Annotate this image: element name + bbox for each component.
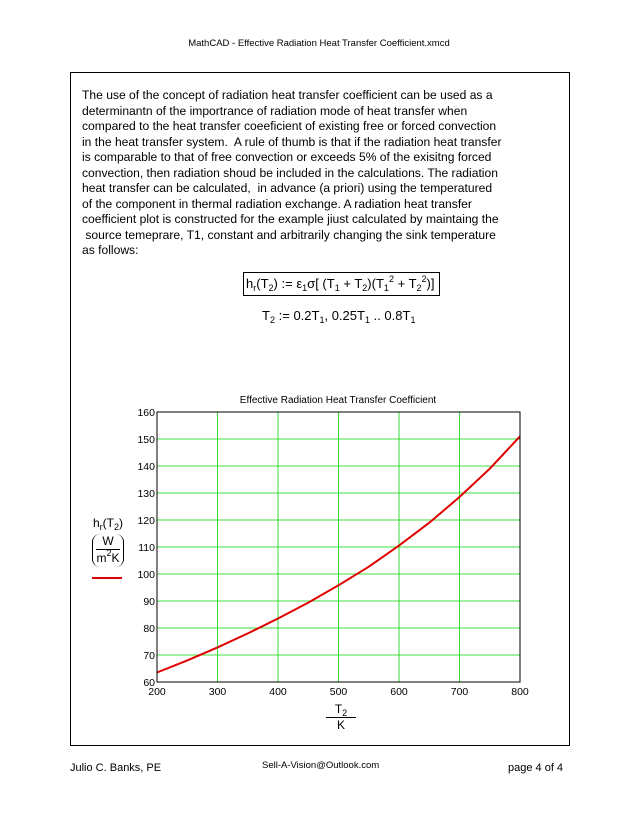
eq-arg-sub: 2	[268, 283, 274, 293]
x-label-t-sub: 2	[342, 708, 348, 718]
range-t: T	[262, 308, 270, 323]
eq-t1b: T	[375, 276, 384, 291]
footer-author: Julio C. Banks, PE	[70, 762, 162, 774]
y-tick-label: 130	[137, 488, 155, 500]
x-axis-label	[326, 702, 356, 733]
y-tick-label: 120	[137, 515, 155, 527]
eq-t1a-sub: 1	[334, 283, 340, 293]
y-unit-m: m	[96, 551, 107, 565]
y-tick-label: 100	[137, 569, 155, 581]
x-tick-label: 400	[269, 686, 287, 698]
eq-epsilon-sub: 1	[302, 283, 308, 293]
eq-t2b: T	[408, 276, 417, 291]
y-label-t: T	[106, 516, 114, 530]
y-unit-numerator: W	[96, 534, 119, 550]
eq-t1a: T	[326, 276, 335, 291]
footer-page-number: page 4 of 4	[508, 762, 564, 774]
eq-h: h	[246, 276, 254, 291]
chart-title: Effective Radiation Heat Transfer Coefficient	[239, 395, 437, 406]
legend-line-sample	[92, 577, 122, 579]
y-label-h: h	[92, 516, 100, 530]
y-tick-label: 140	[137, 461, 155, 473]
x-tick-label: 200	[148, 686, 166, 698]
y-tick-label: 160	[137, 407, 155, 419]
y-tick-label: 70	[143, 650, 155, 662]
y-tick-label: 150	[137, 434, 155, 446]
x-tick-label: 600	[390, 686, 408, 698]
eq-plus-b: +	[397, 276, 406, 291]
intro-paragraph: The use of the concept of radiation heat transfer coefficient can be used as a determinantn of the importrance of radiation mode of heat transfer when compared to the heat transfer coeeficient of existing free or forced convection in the heat transfer system. A rule of thumb is that if the radiation heat transfer is comparable to that of free convection or exceeds 5% of the exisitng forced convection, then radiation shoud be included in the calculations. The radiation heat transfer can be calculated, in advance (a priori) using the temperatured of the component in thermal radiation exchange. A radiation heat transfer coefficient plot is constructed for the example jiust calculated by maintaing the source temeprare, T1, constant and arbitrarily changing the sink temperature as follows:	[82, 88, 502, 257]
y-tick-label: 60	[143, 677, 155, 689]
x-tick-label: 500	[329, 686, 348, 698]
document-header: MathCAD - Effective Radiation Heat Transfer Coefficient.xmcd	[188, 38, 450, 49]
eq-sigma: σ	[307, 276, 316, 291]
x-tick-label: 300	[208, 686, 227, 698]
x-tick-label: 700	[450, 686, 469, 698]
eq-t2a: T	[354, 276, 363, 291]
eq-plus-a: +	[343, 276, 351, 291]
range-assign: :=	[278, 308, 290, 323]
range-end: 0.8T	[384, 308, 411, 323]
eq-arg-t: T	[260, 276, 269, 291]
y-axis-label: $h_r(T_2)$ $\frac{W}{m^2K}$	[92, 516, 124, 565]
y-unit-k: K	[111, 551, 120, 565]
y-unit-exp: 2	[106, 548, 112, 558]
range-t-sub: 2	[269, 315, 275, 325]
eq-t2a-sub: 2	[362, 283, 368, 293]
y-label-t-sub: 2	[114, 522, 120, 532]
range-separator: ..	[369, 308, 385, 323]
range-start-sub: 1	[319, 315, 325, 325]
eq-assign: :=	[281, 276, 293, 291]
eq-h-sub: r	[253, 283, 257, 293]
footer-email[interactable]: Sell-A-Vision@Outlook.com	[262, 760, 380, 771]
eq-epsilon: ε	[296, 276, 303, 291]
y-tick-label: 80	[143, 623, 155, 635]
y-tick-label: 110	[138, 542, 155, 554]
range-step: 0.25T	[331, 308, 365, 323]
x-tick-label: 800	[511, 686, 529, 698]
range-end-sub: 1	[410, 315, 416, 325]
y-tick-label: 90	[143, 596, 155, 608]
eq-t1b-exp: 2	[388, 274, 394, 284]
eq-t2b-exp: 2	[421, 274, 427, 284]
range-step-sub: 1	[364, 315, 370, 325]
hr-definition-equation[interactable]: $h_r(T_2)$ := $\varepsilon_1\sigma$[ $(T_1 + T_2)(T_1^2 + T_2^2)$]	[243, 272, 440, 296]
range-start: 0.2T	[293, 308, 320, 323]
x-label-unit: K	[336, 718, 345, 732]
eq-t1b-sub: 1	[383, 283, 389, 293]
y-label-h-sub: r	[99, 522, 103, 532]
x-label-t: T	[334, 702, 343, 716]
t2-range-equation[interactable]: $T_2$ := $0.2T_1$, $0.25T_1$ .. $0.8T_1$	[262, 308, 416, 325]
y-label-units	[92, 534, 123, 567]
eq-t2b-sub: 2	[416, 283, 422, 293]
